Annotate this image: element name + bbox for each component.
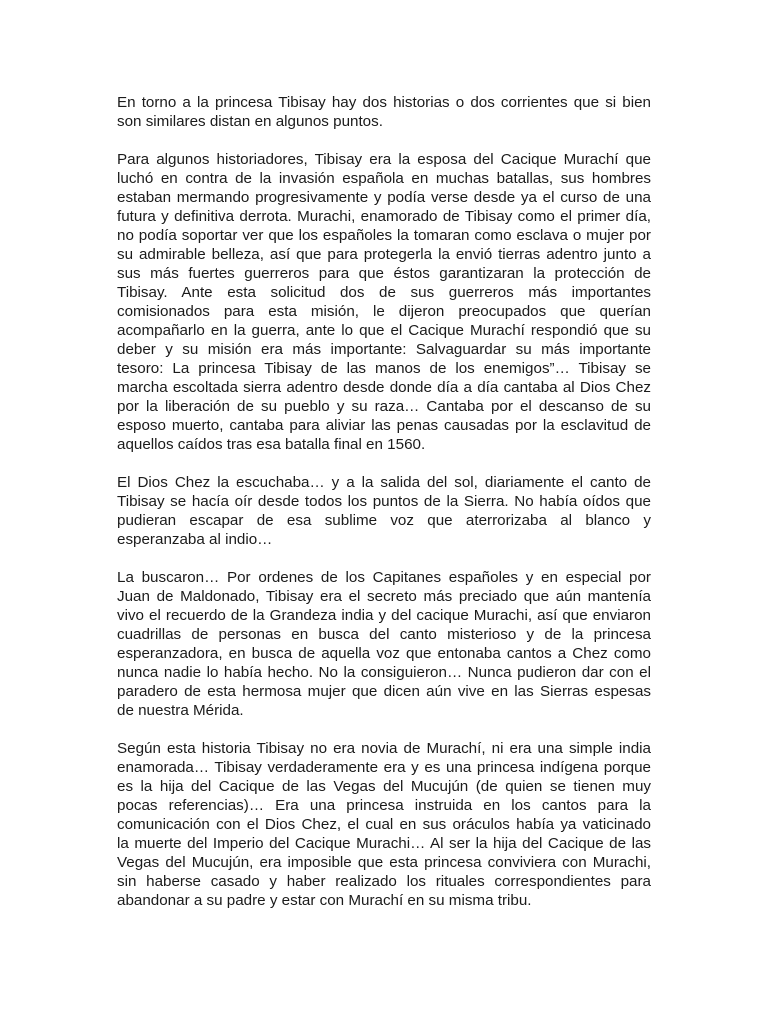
text-line: esperanzaba al indio…	[117, 531, 273, 548]
text-line: abandonar a su padre y estar con Murachí en su misma tribu.	[117, 892, 532, 909]
text-line: pocas referencias)… Era una princesa instruida en los cantos para la	[117, 797, 651, 814]
text-line: esposo muerto, cantaba para aliviar las penas causadas por la esclavitud de	[117, 417, 651, 434]
text-line: Tibisay. Ante esta solicitud dos de sus guerreros más importantes	[117, 284, 651, 301]
text-line: Según esta historia Tibisay no era novia de Murachí, ni era una simple india	[117, 740, 651, 757]
text-line: cuadrillas de personas en busca del canto misterioso y de la princesa	[117, 626, 651, 643]
text-line: vivo el recuerdo de la Grandeza india y del cacique Murachi, así que enviaron	[117, 607, 651, 624]
text-line: esperanzadora, en busca de aquella voz que entonaba cantos a Chez como	[117, 645, 651, 662]
text-line: enamorada… Tibisay verdaderamente era y es una princesa indígena porque	[117, 759, 651, 776]
text-line: por la liberación de su pueblo y su raza… Cantaba por el descanso de su	[117, 398, 651, 415]
text-line: luchó en contra de la invasión española en muchas batallas, sus hombres	[117, 170, 651, 187]
text-line: tesoro: La princesa Tibisay de las manos de los enemigos”… Tibisay se	[117, 360, 651, 377]
text-line: Para algunos historiadores, Tibisay era la esposa del Cacique Murachí que	[117, 151, 651, 168]
text-line: su admirable belleza, así que para protegerla la envió tierras adentro junto a	[117, 246, 651, 263]
text-line: aquellos caídos tras esa batalla final en 1560.	[117, 436, 426, 453]
text-line: La buscaron… Por ordenes de los Capitanes españoles y en especial por	[117, 569, 651, 586]
text-line: la muerte del Imperio del Cacique Murachi… Al ser la hija del Cacique de las	[117, 835, 651, 852]
text-line: estaban mermando progresivamente y podía verse desde ya el curso de una	[117, 189, 651, 206]
text-line: Tibisay se hacía oír desde todos los puntos de la Sierra. No había oídos que	[117, 493, 651, 510]
paragraph-1	[117, 93, 651, 131]
paragraph-2	[117, 150, 651, 454]
document-body	[117, 93, 651, 929]
paragraph-3	[117, 473, 651, 549]
text-line: sin haberse casado y haber realizado los rituales correspondientes para	[117, 873, 651, 890]
text-line: comunicación con el Dios Chez, el cual en sus oráculos había ya vaticinado	[117, 816, 651, 833]
text-line: pudieran escapar de esa sublime voz que aterrorizaba al blanco y	[117, 512, 651, 529]
text-line: no podía soportar ver que los españoles la tomaran como esclava o mujer por	[117, 227, 651, 244]
text-line: sus más fuertes guerreros para que éstos garantizaran la protección de	[117, 265, 651, 282]
paragraph-4	[117, 568, 651, 720]
text-line: futura y definitiva derrota. Murachi, enamorado de Tibisay como el primer día,	[117, 208, 651, 225]
paragraph-5	[117, 739, 651, 910]
text-line: paradero de esta hermosa mujer que dicen aún vive en las Sierras espesas	[117, 683, 651, 700]
text-line: acompañarlo en la guerra, ante lo que el Cacique Murachí respondió que su	[117, 322, 651, 339]
text-line: son similares distan en algunos puntos.	[117, 113, 383, 130]
text-line: nunca nadie lo había hecho. No la consiguieron… Nunca pudieron dar con el	[117, 664, 651, 681]
text-line: es la hija del Cacique de las Vegas del Mucujún (de quien se tienen muy	[117, 778, 651, 795]
text-line: de nuestra Mérida.	[117, 702, 244, 719]
text-line: deber y su misión era más importante: Salvaguardar su más importante	[117, 341, 651, 358]
text-line: comisionados para esta misión, le dijeron preocupados que querían	[117, 303, 651, 320]
text-line: En torno a la princesa Tibisay hay dos historias o dos corrientes que si bien	[117, 94, 651, 111]
text-line: Juan de Maldonado, Tibisay era el secreto más preciado que aún mantenía	[117, 588, 651, 605]
text-line: marcha escoltada sierra adentro desde donde día a día cantaba al Dios Chez	[117, 379, 651, 396]
text-line: El Dios Chez la escuchaba… y a la salida del sol, diariamente el canto de	[117, 474, 651, 491]
text-line: Vegas del Mucujún, era imposible que esta princesa conviviera con Murachi,	[117, 854, 651, 871]
